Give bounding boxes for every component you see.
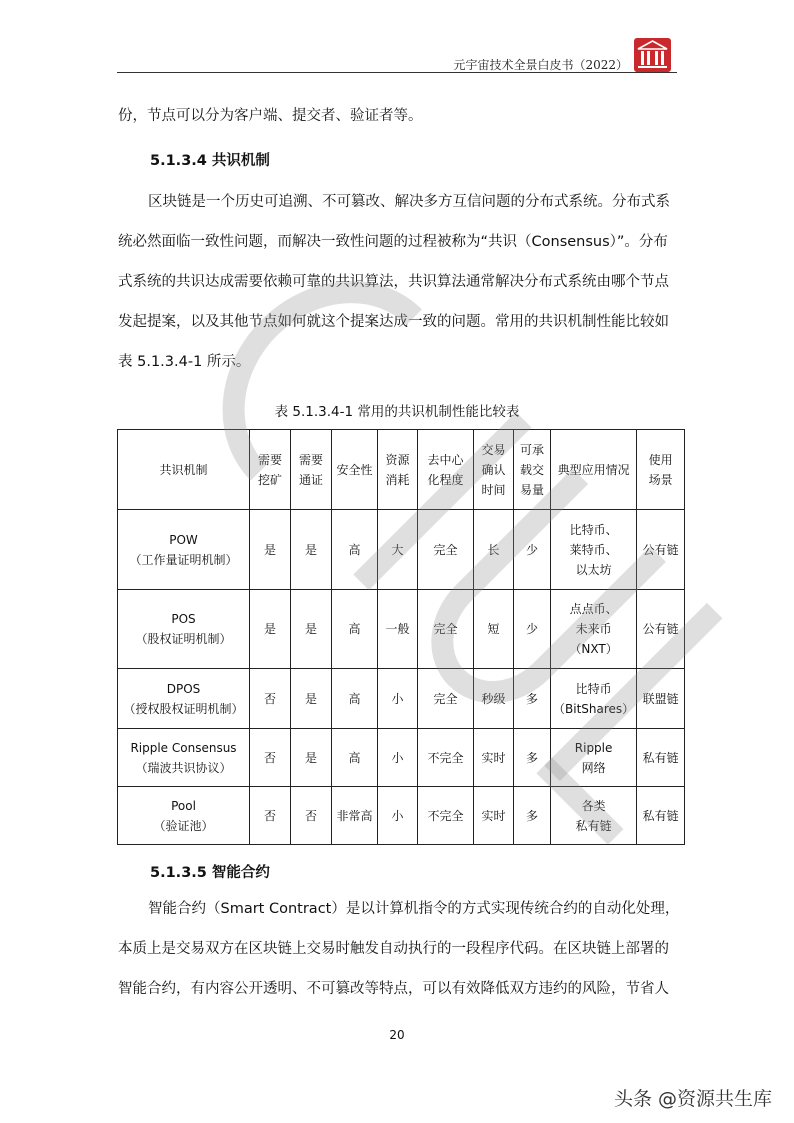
table-cell: [332, 669, 378, 729]
header-cell-line: 典型应用情况: [557, 462, 630, 477]
table-cell-line: 莱特币、: [569, 542, 618, 557]
table-cell: [378, 787, 418, 845]
table-cell: [291, 510, 332, 590]
table-cell-line: POS: [171, 612, 196, 626]
table-header-cell: [118, 430, 250, 510]
header-cell-line: 需要: [298, 452, 323, 467]
table-cell: [291, 787, 332, 845]
header-divider: [117, 72, 677, 73]
table-cell-line: 不完全: [427, 808, 464, 823]
header-cell-line: 使用: [648, 452, 673, 467]
table-cell: [551, 787, 637, 845]
table-cell-line: 少: [525, 542, 538, 557]
continuation-paragraph: [118, 96, 680, 136]
consensus-paragraph: [118, 182, 680, 382]
table-row: [118, 729, 685, 787]
table-cell: [291, 590, 332, 669]
table-cell: [250, 729, 291, 787]
section-heading-consensus: 5.1.3.4 共识机制: [150, 153, 270, 169]
table-cell-line: 多: [525, 691, 538, 706]
table-cell: [551, 590, 637, 669]
table-cell: [250, 787, 291, 845]
table-cell-line: 未来币: [575, 622, 612, 636]
table-cell: [474, 590, 514, 669]
table-cell-line: 比特币: [575, 681, 612, 696]
publisher-logo: [634, 38, 671, 72]
table-cell: [378, 510, 418, 590]
table-cell: [514, 590, 551, 669]
table-header-cell: [291, 430, 332, 510]
table-header-cell: [250, 430, 291, 510]
table-cell: [474, 669, 514, 729]
text-line: 发起提案，以及其他节点如何就这个提案达成一致的问题。常用的共识机制性能比较如: [118, 314, 669, 330]
smart-contract-paragraph: [118, 889, 680, 1009]
table-cell: [637, 787, 685, 845]
header-cell-line: 载交: [519, 462, 544, 477]
text-line: 式系统的共识达成需要依赖可靠的共识算法，共识算法通常解决分布式系统由哪个节点: [118, 274, 669, 290]
table-cell: [418, 669, 474, 729]
table-cell-line: 一般: [385, 622, 410, 636]
header-cell-line: 场景: [648, 472, 673, 487]
consensus-comparison-table: [117, 429, 685, 845]
table-cell-line: 是: [304, 750, 317, 765]
table-body: [118, 510, 685, 845]
table-cell-line: POW: [169, 532, 198, 547]
table-cell-line: 完全: [433, 542, 458, 557]
table-cell-line: 以太坊: [575, 562, 612, 577]
table-header-cell: [637, 430, 685, 510]
table-cell-line: （验证池）: [153, 818, 214, 833]
table-cell: [474, 510, 514, 590]
table-cell-line: 高: [348, 750, 361, 765]
table-header-cell: [332, 430, 378, 510]
table-cell-line: 公有链: [642, 622, 679, 636]
table-cell: [551, 510, 637, 590]
text-line: 区块链是一个历史可追溯、不可篡改、解决多方互信问题的分布式系统。分布式系: [148, 194, 670, 210]
text-line: 智能合约（Smart Contract）是以计算机指令的方式实现传统合约的自动化处理，: [148, 901, 680, 917]
table-cell-line: （授权股权证明机制）: [123, 701, 244, 716]
table-cell-line: 是: [263, 622, 276, 636]
text-line: 智能合约，有内容公开透明、不可篡改等特点，可以有效降低双方违约的风险，节省人: [118, 981, 669, 997]
table-cell: [418, 510, 474, 590]
table-cell-line: 各类: [581, 798, 606, 813]
table-cell: [637, 590, 685, 669]
table-cell-line: 多: [525, 750, 538, 765]
table-cell-line: 否: [263, 808, 276, 823]
table-cell: [418, 729, 474, 787]
table-cell-line: 否: [263, 691, 276, 706]
table-cell: [637, 729, 685, 787]
table-cell-line: Ripple Consensus: [130, 740, 237, 755]
header-cell-line: 时间: [481, 482, 506, 497]
table-cell-line: 短: [487, 622, 500, 636]
header-cell-line: 通证: [298, 472, 323, 487]
table-cell-line: 私有链: [642, 808, 679, 823]
table-cell-line: 不完全: [427, 750, 464, 765]
document-header-title: 元宇宙技术全景白皮书（2022）: [453, 58, 628, 72]
table-cell-line: 否: [263, 750, 276, 765]
table-cell-line: 联盟链: [642, 691, 679, 706]
header-cell-line: 化程度: [427, 472, 464, 487]
table-row: [118, 669, 685, 729]
table-cell: [118, 729, 250, 787]
table-cell-line: 小: [391, 691, 404, 706]
header-cell-line: 消耗: [385, 472, 410, 487]
text-line: 表 5.1.3.4-1 所示。: [118, 354, 251, 370]
table-cell-line: 是: [304, 622, 317, 636]
table-cell-line: 是: [263, 542, 276, 557]
table-cell-line: 多: [525, 808, 538, 823]
table-cell-line: 小: [391, 750, 404, 765]
header-cell-line: 安全性: [336, 462, 373, 477]
table-caption: 表 5.1.3.4-1 常用的共识机制性能比较表: [274, 404, 520, 420]
table-header-cell: [418, 430, 474, 510]
table-cell-line: Pool: [171, 798, 196, 813]
table-cell: [291, 729, 332, 787]
header-cell-line: 去中心: [427, 452, 464, 467]
table-cell: [250, 590, 291, 669]
table-cell: [474, 729, 514, 787]
table-cell-line: 完全: [433, 691, 458, 706]
table-cell: [514, 787, 551, 845]
table-cell-line: 私有链: [642, 750, 679, 765]
table-cell: [474, 787, 514, 845]
table-cell-line: 高: [348, 691, 361, 706]
table-cell: [637, 510, 685, 590]
table-cell-line: 高: [348, 622, 361, 636]
table-cell: [514, 510, 551, 590]
table-cell: [514, 729, 551, 787]
page-number: 20: [389, 1028, 405, 1042]
table-cell: [378, 590, 418, 669]
table-cell-line: 大: [391, 542, 404, 557]
table-cell-line: （NXT）: [569, 642, 618, 656]
table-cell-line: 高: [348, 542, 361, 557]
table-row: [118, 590, 685, 669]
table-cell-line: 实时: [481, 750, 506, 765]
table-cell-line: 实时: [481, 808, 506, 823]
table-cell-line: 公有链: [642, 542, 679, 557]
table-header-cell: [474, 430, 514, 510]
table-cell: [118, 787, 250, 845]
table-cell-line: 私有链: [575, 818, 612, 833]
header-cell-line: 需要: [257, 452, 282, 467]
table-cell-line: （瑞波共识协议）: [135, 760, 232, 775]
logo-building-icon: [634, 38, 671, 72]
table-cell-line: 否: [304, 808, 317, 823]
table-cell: [118, 590, 250, 669]
text-line: 本质上是交易双方在区块链上交易时触发自动执行的一段程序代码。在区块链上部署的: [118, 941, 669, 957]
table-cell: [250, 510, 291, 590]
table-cell: [118, 669, 250, 729]
table-cell-line: 小: [391, 808, 404, 823]
table-header-cell: [378, 430, 418, 510]
table-cell: [332, 590, 378, 669]
table-header-cell: [551, 430, 637, 510]
header-cell-line: 易量: [519, 482, 544, 497]
table-cell: [378, 729, 418, 787]
table-cell-line: Ripple: [574, 740, 613, 755]
table-cell: [378, 669, 418, 729]
text-line: 份，节点可以分为客户端、提交者、验证者等。: [118, 108, 423, 124]
table-cell-line: 是: [304, 691, 317, 706]
header-cell-line: 可承: [519, 442, 544, 457]
table-cell: [250, 669, 291, 729]
table-cell: [418, 787, 474, 845]
table-cell-line: 比特币、: [569, 522, 618, 537]
table-cell: [118, 510, 250, 590]
table-cell: [418, 590, 474, 669]
table-cell-line: 秒级: [481, 691, 506, 706]
header-cell-line: 挖矿: [257, 472, 282, 487]
table-cell: [332, 729, 378, 787]
table-cell: [514, 669, 551, 729]
table-cell: [637, 669, 685, 729]
table-cell-line: （股权证明机制）: [135, 632, 232, 646]
table-cell-line: 完全: [433, 622, 458, 636]
table-cell-line: 长: [487, 542, 500, 557]
table-cell-line: 非常高: [336, 808, 373, 823]
table-cell: [551, 729, 637, 787]
table-row: [118, 510, 685, 590]
table-cell: [551, 669, 637, 729]
table-cell-line: 点点币、: [569, 602, 618, 616]
table-row: [118, 787, 685, 845]
table-cell-line: 少: [525, 622, 538, 636]
table-cell: [332, 787, 378, 845]
table-header-row: [118, 430, 685, 510]
table-cell-line: DPOS: [166, 681, 201, 696]
table-cell-line: （工作量证明机制）: [129, 552, 238, 567]
table-cell-line: 网络: [581, 760, 606, 775]
header-cell-line: 确认: [481, 462, 506, 477]
text-line: 统必然面临一致性问题，而解决一致性问题的过程被称为“共识（Consensus）”。分布: [118, 234, 668, 250]
table-cell-line: （BitShares）: [553, 701, 635, 716]
header-cell-line: 资源: [385, 452, 410, 467]
table-cell: [332, 510, 378, 590]
section-heading-smart-contract: 5.1.3.5 智能合约: [150, 865, 270, 881]
source-tag: 头条 @资源共生库: [613, 1088, 772, 1110]
header-cell-line: 共识机制: [159, 462, 208, 477]
table-cell-line: 是: [304, 542, 317, 557]
header-cell-line: 交易: [481, 442, 506, 457]
table-cell: [291, 669, 332, 729]
table-header-cell: [514, 430, 551, 510]
